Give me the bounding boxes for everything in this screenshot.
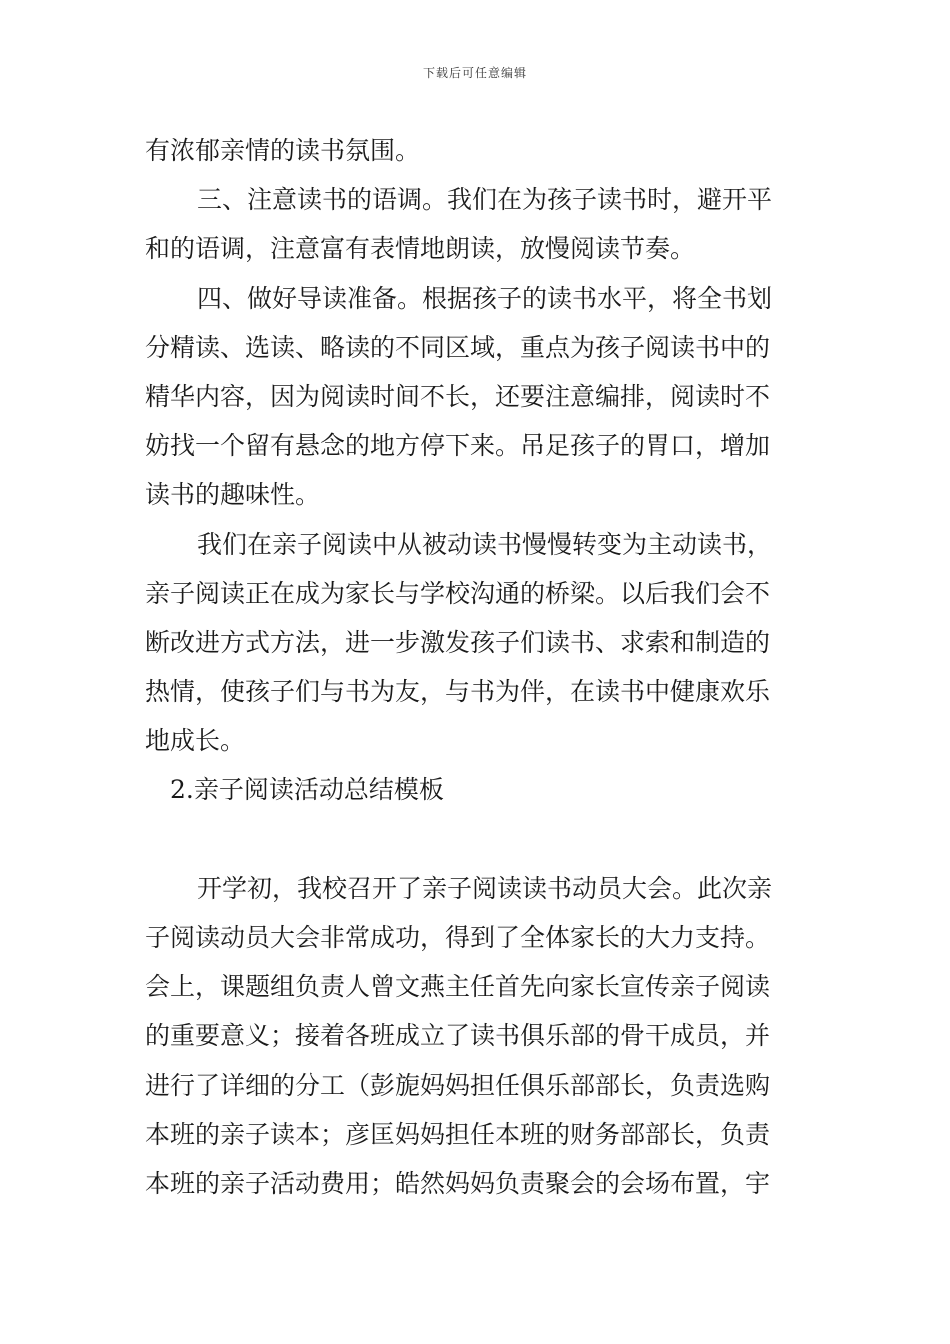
paragraph-line: 亲子阅读正在成为家长与学校沟通的桥梁。以后我们会不: [145, 578, 771, 608]
paragraph-line: 妨找一个留有悬念的地方停下来。吊足孩子的胃口，增加: [145, 431, 771, 461]
paragraph-line: 我们在亲子阅读中从被动读书慢慢转变为主动读书，: [197, 529, 773, 559]
paragraph-line: 和的语调，注意富有表情地朗读，放慢阅读节奏。: [145, 234, 696, 264]
paragraph-line: 子阅读动员大会非常成功，得到了全体家长的大力支持。: [145, 923, 771, 952]
paragraph-line: 读书的趣味性。: [145, 480, 321, 510]
paragraph-line: 本班的亲子读本；彦匡妈妈担任本班的财务部部长，负责: [145, 1119, 771, 1149]
paragraph-line: 会上，课题组负责人曾文燕主任首先向家长宣传亲子阅读: [145, 972, 771, 1002]
paragraph-line: 的重要意义；接着各班成立了读书俱乐部的骨干成员，并: [145, 1021, 771, 1051]
document-body: [145, 126, 810, 1208]
paragraph-line: 热情，使孩子们与书为友，与书为伴，在读书中健康欢乐: [145, 677, 771, 707]
paragraph-line: 开学初，我校召开了亲子阅读读书动员大会。此次亲: [197, 873, 773, 903]
section-heading: 2.亲子阅读活动总结模板: [170, 775, 444, 805]
paragraph-line: 三、注意读书的语调。我们在为孩子读书时，避开平: [197, 185, 773, 215]
paragraph-line: 进行了详细的分工（彭旎妈妈担任俱乐部部长，负责选购: [145, 1070, 771, 1100]
paragraph-line: 精华内容，因为阅读时间不长，还要注意编排，阅读时不: [145, 381, 771, 411]
paragraph-line: 地成长。: [145, 726, 246, 756]
paragraph-line: 本班的亲子活动费用；皓然妈妈负责聚会的会场布置，宇: [145, 1168, 771, 1198]
paragraph-line: 有浓郁亲情的读书氛围。: [145, 136, 421, 165]
paragraph-line: 四、做好导读准备。根据孩子的读书水平，将全书划: [197, 283, 773, 313]
paragraph-line: 断改进方式方法，进一步激发孩子们读书、求索和制造的: [145, 627, 771, 657]
blank-line: [145, 815, 810, 864]
paragraph-line: 分精读、选读、略读的不同区域，重点为孩子阅读书中的: [145, 332, 771, 362]
page-header: 下载后可任意编辑: [422, 66, 527, 80]
